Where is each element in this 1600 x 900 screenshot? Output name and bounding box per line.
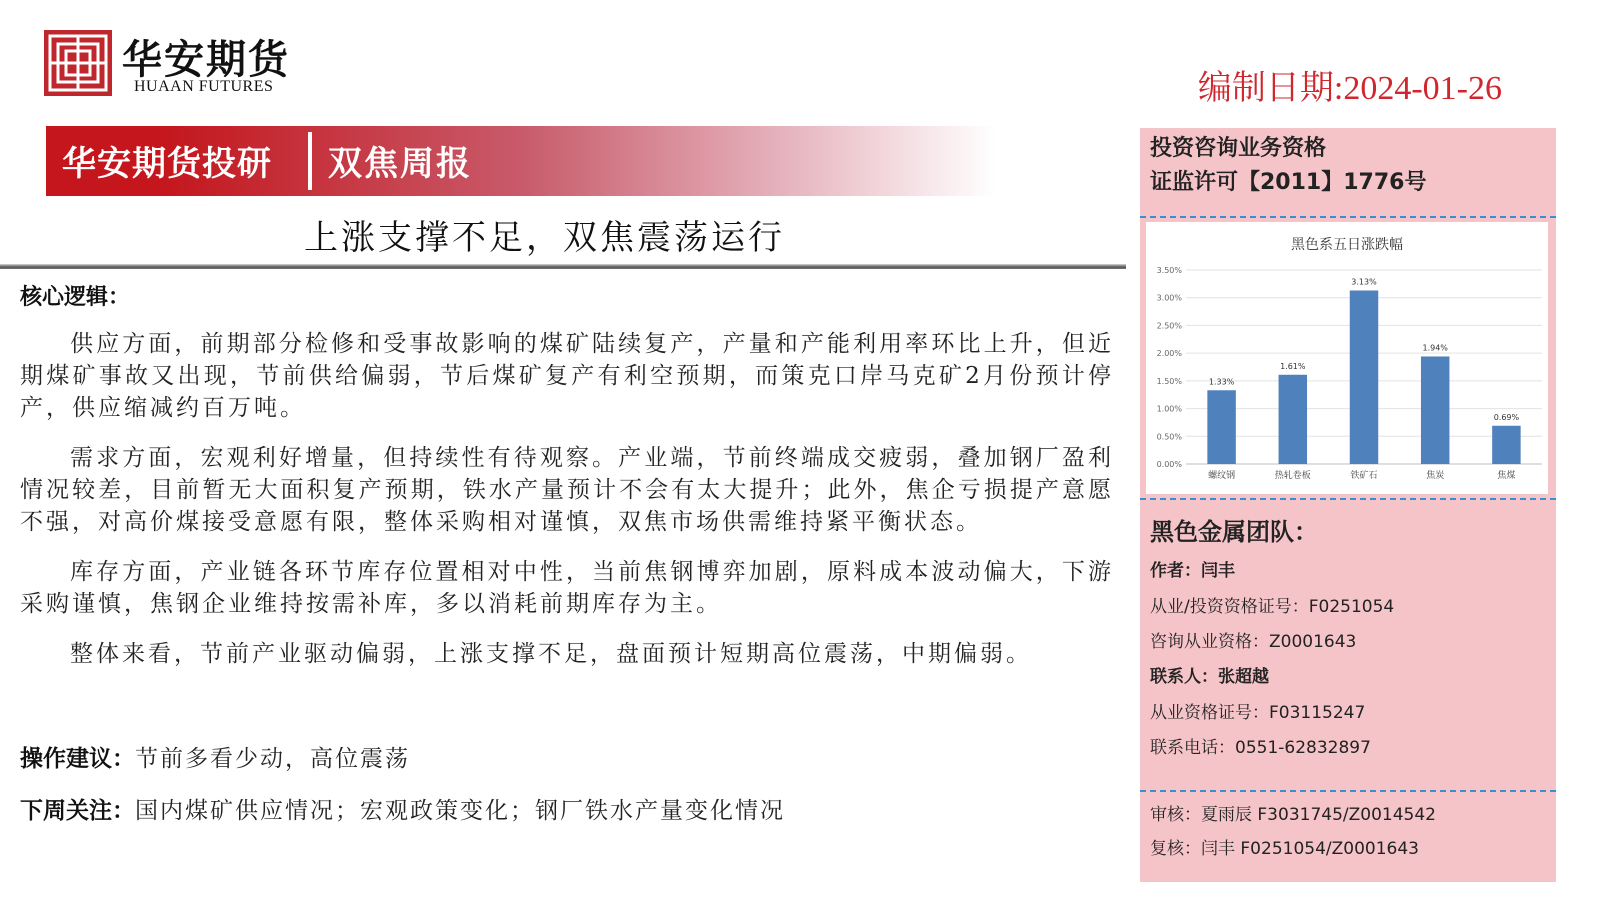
core-logic-heading: 核心逻辑： [20, 285, 131, 310]
next-week-focus-value: 国内煤矿供应情况；宏观政策变化；钢厂铁水产量变化情况 [135, 798, 785, 824]
cert-value: F0251054 [1308, 597, 1395, 617]
bar [1207, 390, 1235, 464]
edit-date: 编制日期:2024-01-26 [1197, 70, 1502, 107]
contact-value: 张超越 [1218, 667, 1269, 687]
author-value: 闫丰 [1201, 561, 1235, 581]
banner-research-label: 华安期货投研 [62, 144, 272, 184]
y-tick-label: 0.50% [1156, 432, 1182, 442]
operation-advice-value: 节前多看少动，高位震荡 [135, 746, 410, 772]
logo-mark-icon [44, 30, 112, 96]
recheck-row [1150, 834, 1419, 859]
logo-chinese-name: 华安期货 [122, 36, 290, 83]
bar [1421, 356, 1449, 464]
bar [1279, 375, 1307, 464]
data-label: 1.61% [1280, 361, 1306, 371]
phone-label: 联系电话： [1150, 738, 1235, 758]
logo-english-name: HUAAN FUTURES [134, 78, 274, 95]
operation-advice-label: 操作建议： [20, 746, 135, 772]
next-week-focus-label: 下周关注： [20, 798, 135, 824]
qualification-block [1150, 132, 1426, 200]
bar-chart [1146, 222, 1548, 494]
y-tick-label: 3.00% [1156, 293, 1182, 303]
recheck-value: 闫丰 F0251054/Z0001643 [1201, 839, 1419, 859]
data-label: 3.13% [1351, 277, 1377, 287]
banner-report-type: 双焦周报 [328, 144, 472, 184]
y-tick-label: 0.00% [1156, 460, 1182, 469]
consult-label: 咨询从业资格： [1150, 632, 1269, 652]
report-headline: 上涨支撑不足，双焦震荡运行 [304, 218, 785, 258]
author-label: 作者： [1150, 561, 1201, 581]
phone-row [1150, 733, 1371, 758]
y-tick-label: 2.50% [1156, 321, 1182, 331]
supply-paragraph: 供应方面，前期部分检修和受事故影响的煤矿陆续复产，产量和产能利用率环比上升，但近期煤矿事故又出现，节前供给偏弱，节后煤矿复产有利空预期，而策克口岸马克矿2月份预计停产，供应缩减约百万吨。 [20, 331, 1114, 421]
author-row [1150, 556, 1235, 581]
data-label: 1.33% [1208, 377, 1235, 387]
y-tick-label: 3.50% [1156, 266, 1182, 275]
chart-title: 黑色系五日涨跌幅 [1291, 237, 1403, 253]
next-week-focus [20, 792, 785, 825]
bar [1350, 291, 1378, 464]
sidebar-divider [1140, 790, 1556, 792]
consult-row [1150, 627, 1356, 652]
report-banner [46, 126, 996, 196]
consult-value: Z0001643 [1269, 632, 1357, 652]
company-logo [44, 30, 112, 96]
sidebar-panel [1140, 128, 1556, 882]
summary-paragraph: 整体来看，节前产业驱动偏弱，上涨支撑不足，盘面预计短期高位震荡，中期偏弱。 [70, 641, 1032, 667]
data-label: 1.94% [1422, 343, 1448, 353]
x-tick-label: 热轧卷板 [1274, 471, 1311, 481]
qualification-line-2: 证监许可【2011】1776号 [1150, 170, 1427, 195]
y-tick-label: 1.50% [1156, 376, 1182, 386]
operation-advice [20, 740, 410, 773]
x-tick-label: 焦炭 [1426, 471, 1445, 481]
x-tick-label: 焦煤 [1497, 471, 1516, 481]
banner-divider [308, 132, 312, 190]
sidebar-divider [1140, 498, 1556, 500]
y-tick-label: 1.00% [1156, 404, 1182, 414]
cert-label: 从业/投资资格证号： [1150, 597, 1309, 617]
review-label: 审核： [1150, 805, 1201, 825]
contact-cert-value: F03115247 [1269, 703, 1366, 723]
contact-row [1150, 662, 1269, 687]
qualification-line-1: 投资咨询业务资格 [1150, 136, 1327, 161]
phone-value: 0551-62832897 [1235, 738, 1371, 758]
contact-label: 联系人： [1150, 667, 1218, 687]
demand-paragraph: 需求方面，宏观利好增量，但持续性有待观察。产业端，节前终端成交疲弱，叠加钢厂盈利情况较差，目前暂无大面积复产预期，铁水产量预计不会有太大提升；此外，焦企亏损提产意愿不强，对高价煤接受意愿有限，整体采购相对谨慎，双焦市场供需维持紧平衡状态。 [20, 445, 1114, 535]
data-label: 0.69% [1493, 412, 1520, 422]
contact-cert-row [1150, 698, 1365, 723]
chart-container [1146, 222, 1548, 494]
team-title: 黑色金属团队： [1150, 518, 1318, 546]
headline-divider [0, 264, 1126, 269]
y-tick-label: 2.00% [1156, 349, 1182, 359]
contact-cert-label: 从业资格证号： [1150, 703, 1269, 723]
bar [1492, 426, 1520, 464]
review-row [1150, 800, 1436, 825]
review-value: 夏雨辰 F3031745/Z0014542 [1201, 805, 1436, 825]
cert-row [1150, 592, 1394, 617]
recheck-label: 复核： [1150, 839, 1201, 859]
sidebar-divider [1140, 216, 1556, 218]
inventory-paragraph: 库存方面，产业链各环节库存位置相对中性，当前焦钢博弈加剧，原料成本波动偏大，下游采购谨慎，焦钢企业维持按需补库，多以消耗前期库存为主。 [20, 559, 1114, 617]
x-tick-label: 铁矿石 [1350, 471, 1378, 481]
x-tick-label: 螺纹钢 [1208, 471, 1236, 481]
